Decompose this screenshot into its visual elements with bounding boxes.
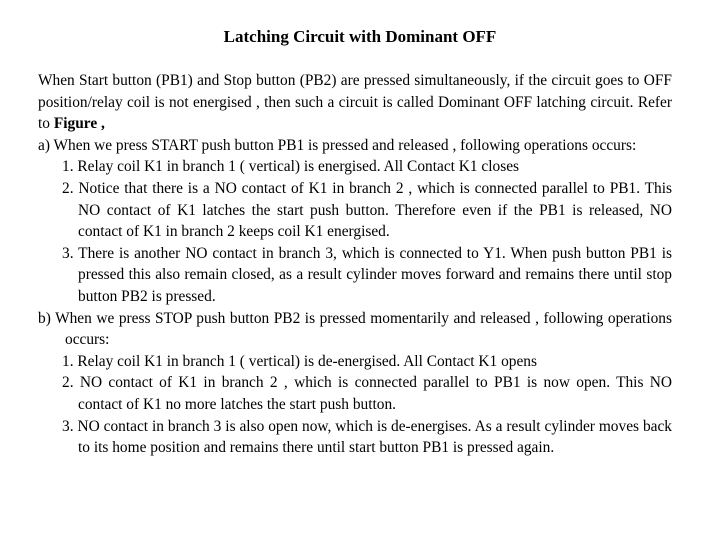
section-a-item-3: 3. There is another NO contact in branch 3, which is connected to Y1. When push button PB1 is pressed this also remain closed, as a result cylinder moves forward and remains there until stop button PB2 is pressed. — [62, 244, 672, 305]
section-b-item-1: 1. Relay coil K1 in branch 1 ( vertical) is de-energised. All Contact K1 opens — [62, 352, 537, 370]
section-a-item-1: 1. Relay coil K1 in branch 1 ( vertical) is energised. All Contact K1 closes — [62, 158, 520, 176]
section-a-item-2: 2. Notice that there is a NO contact of K1 in branch 2 , which is connected parallel to PB1. This NO contact of K1 latches the start push button. Therefore even if the PB1 is released, NO contact of K1 in branch 2 keeps coil K1 energised. — [62, 179, 672, 241]
section-a-heading: a) When we press START push button PB1 is pressed and released , following operations occurs: — [38, 136, 637, 154]
intro-paragraph — [38, 70, 672, 135]
section-b-item-3: 3. NO contact in branch 3 is also open now, which is de-energises. As a result cylinder moves back to its home position and remains there until start button PB1 is pressed again. — [62, 417, 672, 457]
section-b-item-2: 2. NO contact of K1 in branch 2 , which is connected parallel to PB1 is now open. This NO contact of K1 no more latches the start push button. — [62, 374, 672, 413]
document-body — [38, 70, 672, 459]
intro-text: When Start button (PB1) and Stop button (PB2) are pressed simultaneously, if the circuit goes to OFF position/relay coil is not energised , then such a circuit is called Dominant OFF latching circuit. Refer to — [38, 72, 672, 133]
figure-reference: Figure , — [53, 115, 105, 133]
page-title: Latching Circuit with Dominant OFF — [223, 27, 497, 46]
section-b-heading: b) When we press STOP push button PB2 is pressed momentarily and released , following operations occurs: — [38, 309, 672, 349]
